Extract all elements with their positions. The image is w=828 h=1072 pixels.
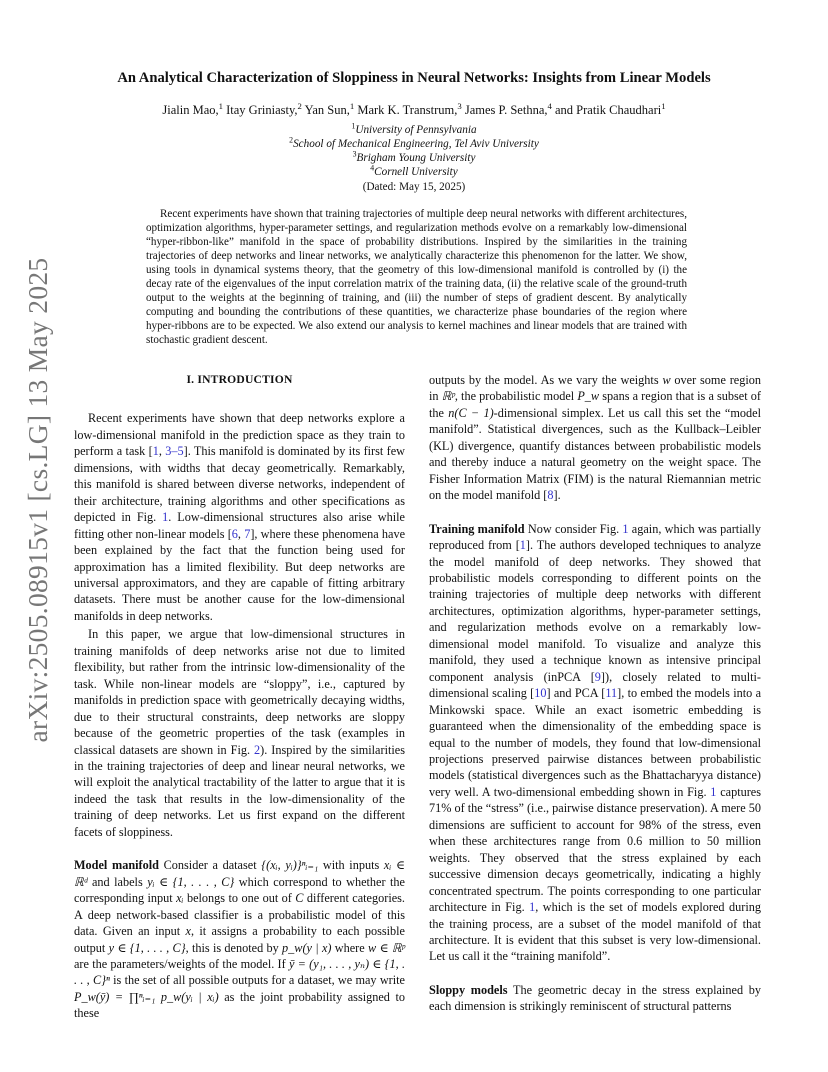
author-affiliation-marker: 2 (297, 100, 302, 111)
model-manifold-continued: outputs by the model. As we vary the weights w over some region in ℝᵖ, the probabilistic model P_w spans a region that is a subset of the n(C − 1)-dimensional simplex. Let us call this set the “model manifold”. Statistical divergences, such as the Kullback–Leibler (KL) divergence, quantify distances between probabilistic models and thereby induce a natural geometry on the weight space. The Fisher Information Matrix (FIM) is the natural Riemannian metric on the model manifold [8]. (429, 373, 761, 503)
arxiv-identifier-stamp: arXiv:2505.08915v1 [cs.LG] 13 May 2025 (22, 257, 53, 743)
intro-paragraph: In this paper, we argue that low-dimensional structures in training manifolds of deep networks arise not due to limited flexibility, but rather from the intrinsic low-dimensionality of the task. While non-linear models are “sloppy”, i.e., captured by manifolds in prediction space with geometrically decaying widths, due to their structural constraints, deep networks are sloppy because of the geometric properties of the task (examples in classical datasets are shown in Fig. 2). Inspired by the similarities in the training trajectories of deep and linear neural networks, we will exploit the analytical tractability of the latter to argue that it is indeed the task that results in the low-dimensionality of the training of deep networks. Let us first expand on the different facets of sloppiness. (74, 627, 405, 839)
figure-reference-link[interactable]: 1 (162, 510, 169, 525)
intro-paragraph: Recent experiments have shown that deep networks explore a low-dimensional manifold in the prediction space as they train to perform a task [1, 3–5]. This manifold is dominated by its first few dimensions, with widths that decay geometrically. Remarkably, this manifold is shared between diverse networks, independent of their architecture, training algorithms and other specifications as depicted in Fig. 1. Low-dimensional structures also arise while fitting other non-linear models [6, 7], where these phenomena have been explained by the fact that the function being used for approximation has a limited flexibility. But deep networks are universal approximators, and they are capable of fitting arbitrary datasets. There must be another cause for the low-dimensional manifolds in deep networks. (74, 411, 406, 623)
author-affiliation-marker: 1 (218, 100, 223, 111)
citation-link[interactable]: 7 (244, 526, 251, 541)
run-in-heading: Sloppy models (429, 982, 508, 997)
run-in-heading: Training manifold (429, 521, 525, 536)
author-name: Jialin Mao, (162, 103, 219, 117)
affiliation: $^1$University of Pennsylvania (351, 121, 477, 136)
citation-link[interactable]: 1 (519, 538, 526, 553)
author-name: Itay Griniasty, (223, 103, 298, 117)
author-affiliation-marker: 1 (661, 100, 666, 111)
section-heading: I. INTRODUCTION (186, 373, 293, 386)
author-name: Yan Sun, (301, 103, 350, 117)
citation-link[interactable]: 1 (152, 444, 159, 459)
abstract: Recent experiments have shown that training trajectories of multiple deep neural networks with different architectures, optimization algorithms, hyper-parameter settings, and regularization methods evolve on a remarkably low-dimensional “hyper-ribbon-like” manifold in the space of probability distributions. Inspired by the similarities in the training trajectories of deep networks and linear networks, we analytically characterize this phenomenon for the latter. We show, using tools in dynamical systems theory, that the geometry of this low-dimensional manifold is controlled by (i) the decay rate of the eigenvalues of the input correlation matrix of the training data, (ii) the relative scale of the ground-truth output to the weights at the beginning of training, and (iii) the number of steps of gradient descent. By analytically computing and bounding the contributions of these quantities, we characterize phase boundaries of the region where hyper-ribbons are to be expected. We also extend our analysis to kernel machines and linear models that are trained with stochastic gradient descent. (146, 208, 687, 346)
author-affiliation-marker: 1 (349, 100, 355, 111)
date-line: (Dated: May 15, 2025) (362, 181, 466, 193)
affiliation: $^2$School of Mechanical Engineering, Tel Aviv University (289, 135, 539, 150)
training-manifold-paragraph: Training manifold Now consider Fig. 1 again, which was partially reproduced from [1]. The authors developed techniques to analyze the model manifold of deep networks. They showed that probabilistic models corresponding to different points on the training trajectories of multiple deep networks with different architectures, optimization algorithms, hyper-parameter settings, and regularization methods evolve on a remarkably low-dimensional model manifold. To visualize and analyze this manifold, they used a technique known as intensive principal component analysis (inPCA [9]), closely related to multi-dimensional scaling [10] and PCA [11], to embed the models into a Minkowski space. While an exact isometric embedding is guaranteed when the dimensionality of the embedding space is equal to the number of models, they found that low-dimensional projections preserved pairwise distances between probabilistic models (statistical divergences such as the Bhattacharyya distance) very well. A two-dimensional embedding shown in Fig. 1 captures 71% of the “stress” (i.e., pairwise distance preservation). A mere 50 dimensions are sufficient to account for 98% of the stress, even when these architectures range from 0.6 million to 50 million weights. They observed that the stress explained by each successive dimension decays geometrically, indicating a highly concentrated spectrum. The points corresponding to one particular architecture in Fig. 1, which is the set of models explored during the training process, are a subset of the model manifold of that architecture. It is evident that this subset is very low-dimensional. Let us call it the “training manifold”. (429, 521, 762, 964)
author-name: and Pratik Chaudhari (551, 103, 662, 117)
run-in-heading: Model manifold (74, 858, 159, 873)
model-manifold-paragraph: Model manifold Consider a dataset {(xᵢ, yᵢ)}ⁿᵢ₌₁ with inputs xᵢ ∈ ℝᵈ and labels yᵢ ∈ {1, . . . , C} which correspond to whether the corresponding input xᵢ belongs to one out of C different categories. A deep network-based classifier is a probabilistic model of this data. Given an input x, it assigns a probability to each possible output y ∈ {1, . . . , C}, this is denoted by p_w(y | x) where w ∈ ℝᵖ are the parameters/weights of the model. If ȳ = (y₁, . . . , yₙ) ∈ {1, . . . , C}ⁿ is the set of all possible outputs for a dataset, we may write P_w(ȳ) = ∏ⁿᵢ₌₁ p_w(yᵢ | xᵢ) as the joint probability assigned to these (74, 858, 406, 1021)
affiliation: $^4$Cornell University (370, 163, 458, 178)
left-column (74, 372, 405, 1022)
figure-reference-link[interactable]: 2 (254, 742, 261, 757)
citation-link[interactable]: 11 (605, 686, 618, 701)
figure-reference-link[interactable]: 1 (710, 784, 717, 799)
figure-reference-link[interactable]: 1 (529, 900, 536, 915)
author-name: James P. Sethna, (461, 103, 548, 117)
author-list (60, 100, 768, 118)
figure-reference-link[interactable]: 1 (622, 521, 629, 536)
citation-link[interactable]: 3–5 (165, 444, 184, 459)
paper-title: An Analytical Characterization of Sloppiness in Neural Networks: Insights from Linear Models (117, 70, 711, 86)
sloppy-models-paragraph: Sloppy models The geometric decay in the stress explained by each dimension is strikingly reminiscent of structural patterns (429, 982, 762, 1014)
citation-link[interactable]: 6 (231, 526, 238, 541)
author-affiliation-marker: 4 (547, 100, 552, 111)
author-affiliation-marker: 3 (457, 100, 462, 111)
affiliation: $^3$Brigham Young University (352, 149, 476, 164)
citation-link[interactable]: 8 (547, 488, 554, 503)
author-name: Mark K. Transtrum, (354, 103, 458, 117)
citation-link[interactable]: 10 (534, 686, 547, 701)
right-column (429, 372, 761, 1015)
citation-link[interactable]: 9 (594, 669, 601, 684)
